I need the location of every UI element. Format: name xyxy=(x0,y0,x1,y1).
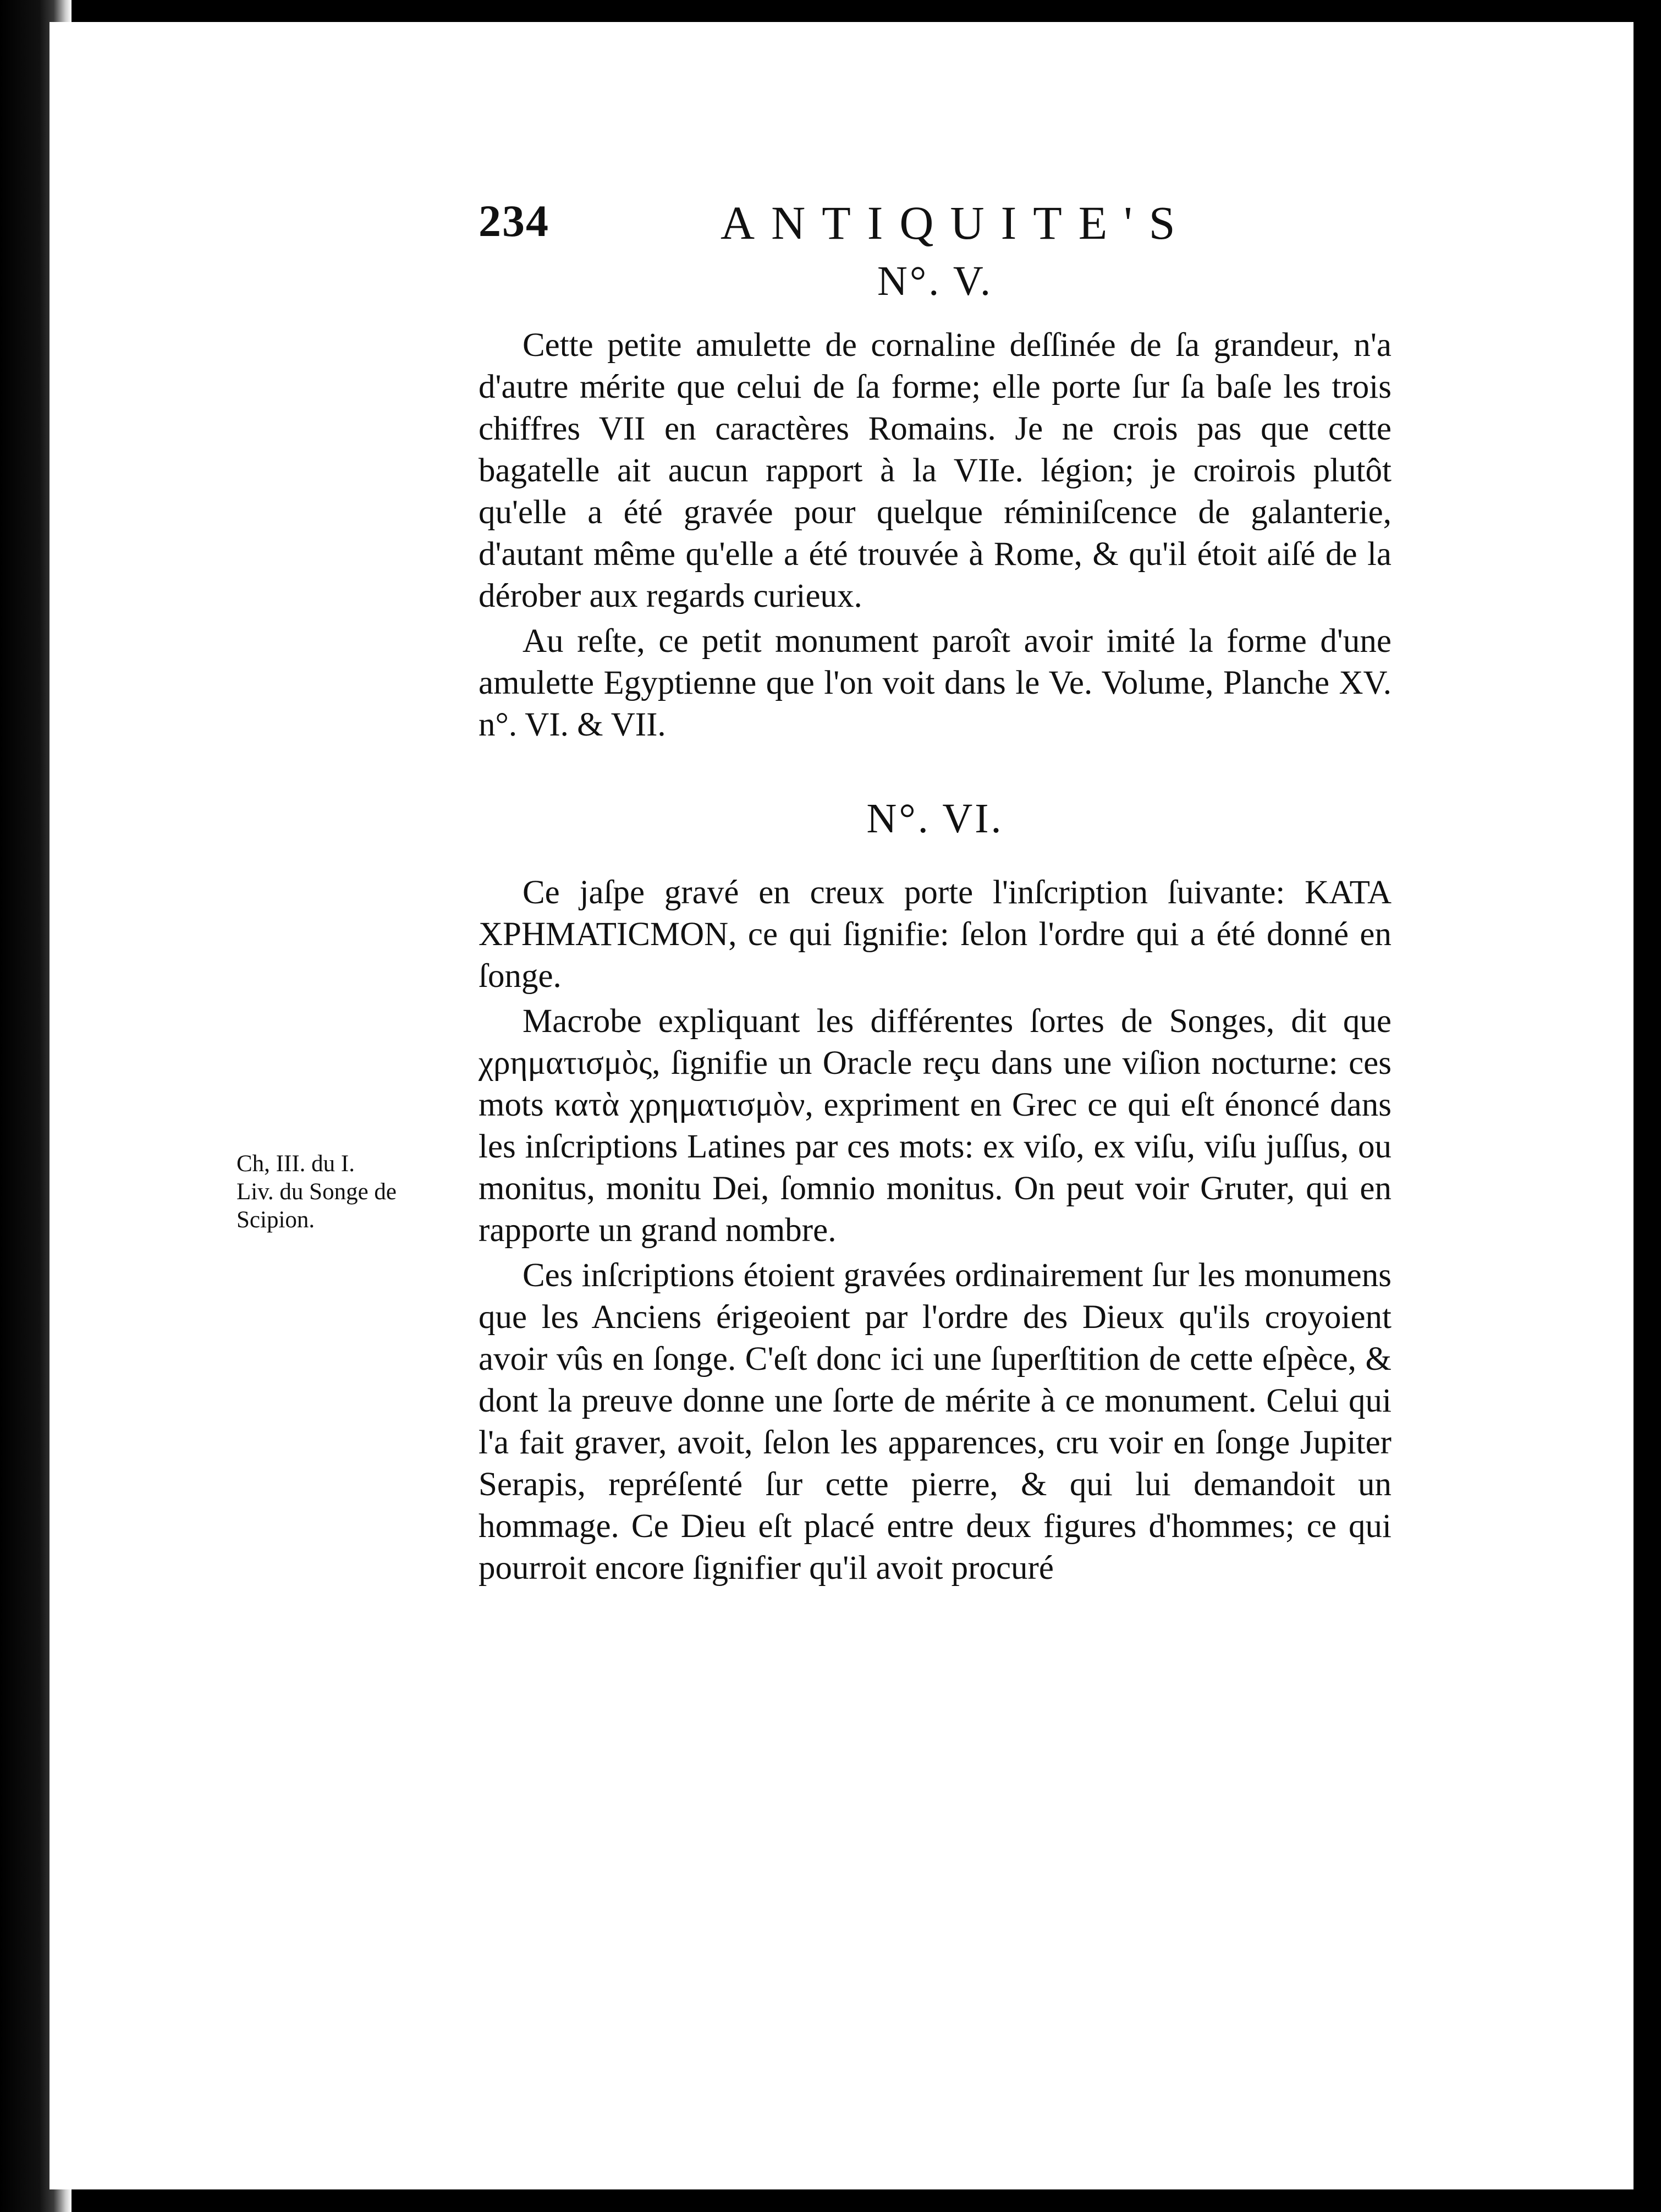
running-title: ANTIQUITE'S xyxy=(721,196,1192,249)
section-body-no-vi xyxy=(479,872,1392,1593)
section-heading-no-v: N°. V. xyxy=(877,258,993,304)
paragraph: Ces inſcriptions étoient gravées ordinairement ſur les monumens que les Anciens érigeoient par l'ordre des Dieux qu'ils croyoient avoir vûs en ſonge. C'eſt donc ici une ſuperſtition de cette eſpèce, & dont la preuve donne une ſorte de mérite à ce monument. Celui qui l'a fait graver, avoit, ſelon les apparences, cru voir en ſonge Jupiter Serapis, repréſenté ſur cette pierre, & qui lui demandoit un hommage. Ce Dieu eſt placé entre deux figures d'hommes; ce qui pourroit encore ſignifier qu'il avoit procuré xyxy=(479,1257,1392,1587)
margin-note-line: Liv. du Songe de xyxy=(237,1179,397,1205)
margin-note xyxy=(237,1150,457,1234)
paragraph: Cette petite amulette de cornaline deſſinée de ſa grandeur, n'a d'autre mérite que celui de ſa forme; elle porte ſur ſa baſe les trois chiffres VII en caractères Romains. Je ne crois pas que cette bagatelle ait aucun rapport à la VIIe. légion; je croirois plutôt qu'elle a été gravée pour quelque réminiſcence de galanterie, d'autant même qu'elle a été trouvée à Rome, & qu'il étoit aiſé de la dérober aux regards curieux. xyxy=(479,327,1392,614)
section-heading-no-vi: N°. VI. xyxy=(866,795,1004,842)
page-number: 234 xyxy=(479,196,549,246)
margin-note-line: Ch, III. du I. xyxy=(237,1151,355,1177)
paragraph: Macrobe expliquant les différentes ſortes de Songes, dit que χρηματισμὸς, ſignifie un Oracle reçu dans une viſion nocturne: ces mots κατὰ χρηματισμὸν, expriment en Grec ce qui eſt énoncé dans les inſcriptions Latines par ces mots: ex viſo, ex viſu, viſu juſſus, ou monitus, monitu Dei, ſomnio monitus. On peut voir Gruter, qui en rapporte un grand nombre. xyxy=(479,1003,1392,1249)
page-header xyxy=(479,195,1392,256)
paragraph: Au reſte, ce petit monument paroît avoir imité la forme d'une amulette Egyptienne que l'on voit dans le Ve. Volume, Planche XV. n°. VI. & VII. xyxy=(479,623,1392,743)
margin-note-line: Scipion. xyxy=(237,1207,315,1233)
paragraph: Ce jaſpe gravé en creux porte l'inſcription ſuivante: ΚΑΤΑ ΧΡΗΜΑΤΙCΜΟΝ, ce qui ſignifie: ſelon l'ordre qui a été donné en ſonge. xyxy=(479,874,1392,995)
section-body-no-v xyxy=(479,325,1392,749)
